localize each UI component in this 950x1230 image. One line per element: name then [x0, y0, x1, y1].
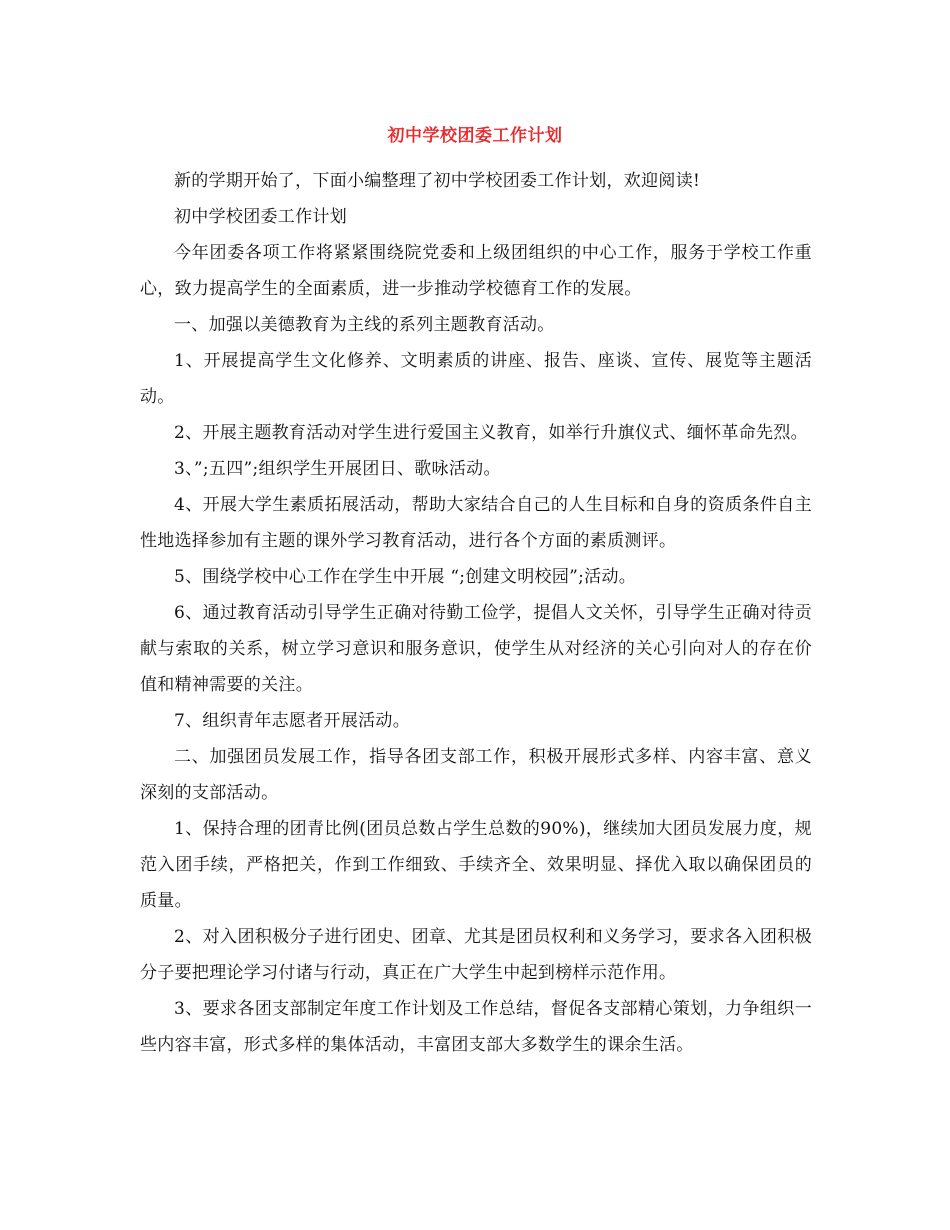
paragraph: 二、加强团员发展工作，指导各团支部工作，积极开展形式多样、内容丰富、意义深刻的支部活动。	[140, 747, 812, 803]
document-title: 初中学校团委工作计划	[387, 126, 563, 146]
paragraph: 5、围绕学校中心工作在学生中开展 “;创建文明校园”;活动。	[174, 567, 637, 587]
paragraph: 新的学期开始了，下面小编整理了初中学校团委工作计划，欢迎阅读!	[174, 171, 701, 191]
paragraph: 3、要求各团支部制定年度工作计划及工作总结，督促各支部精心策划，力争组织一些内容丰富，形式多样的集体活动，丰富团支部大多数学生的课余生活。	[140, 999, 812, 1055]
document-body	[140, 163, 812, 1063]
paragraph: 1、开展提高学生文化修养、文明素质的讲座、报告、座谈、宣传、展览等主题活动。	[140, 351, 812, 407]
paragraph: 1、保持合理的团青比例(团员总数占学生总数的90%)，继续加大团员发展力度，规范入团手续，严格把关，作到工作细致、手续齐全、效果明显、择优入取以确保团员的质量。	[140, 819, 812, 911]
paragraph: 3、”;五四”;组织学生开展团日、歌咏活动。	[174, 459, 501, 479]
paragraph: 初中学校团委工作计划	[174, 207, 347, 227]
paragraph: 2、对入团积极分子进行团史、团章、尤其是团员权利和义务学习，要求各入团积极分子要把理论学习付诸与行动，真正在广大学生中起到榜样示范作用。	[140, 927, 812, 983]
paragraph: 2、开展主题教育活动对学生进行爱国主义教育，如举行升旗仪式、缅怀革命先烈。	[174, 423, 808, 443]
paragraph: 6、通过教育活动引导学生正确对待勤工俭学，提倡人文关怀，引导学生正确对待贡献与索取的关系，树立学习意识和服务意识，使学生从对经济的关心引向对人的存在价值和精神需要的关注。	[140, 603, 812, 695]
paragraph: 7、组织青年志愿者开展活动。	[174, 711, 411, 731]
paragraph: 一、加强以美德教育为主线的系列主题教育活动。	[174, 315, 555, 335]
paragraph: 今年团委各项工作将紧紧围绕院党委和上级团组织的中心工作，服务于学校工作重心，致力提高学生的全面素质，进一步推动学校德育工作的发展。	[140, 243, 812, 299]
paragraph: 4、开展大学生素质拓展活动，帮助大家结合自己的人生目标和自身的资质条件自主性地选择参加有主题的课外学习教育活动，进行各个方面的素质测评。	[140, 495, 812, 551]
